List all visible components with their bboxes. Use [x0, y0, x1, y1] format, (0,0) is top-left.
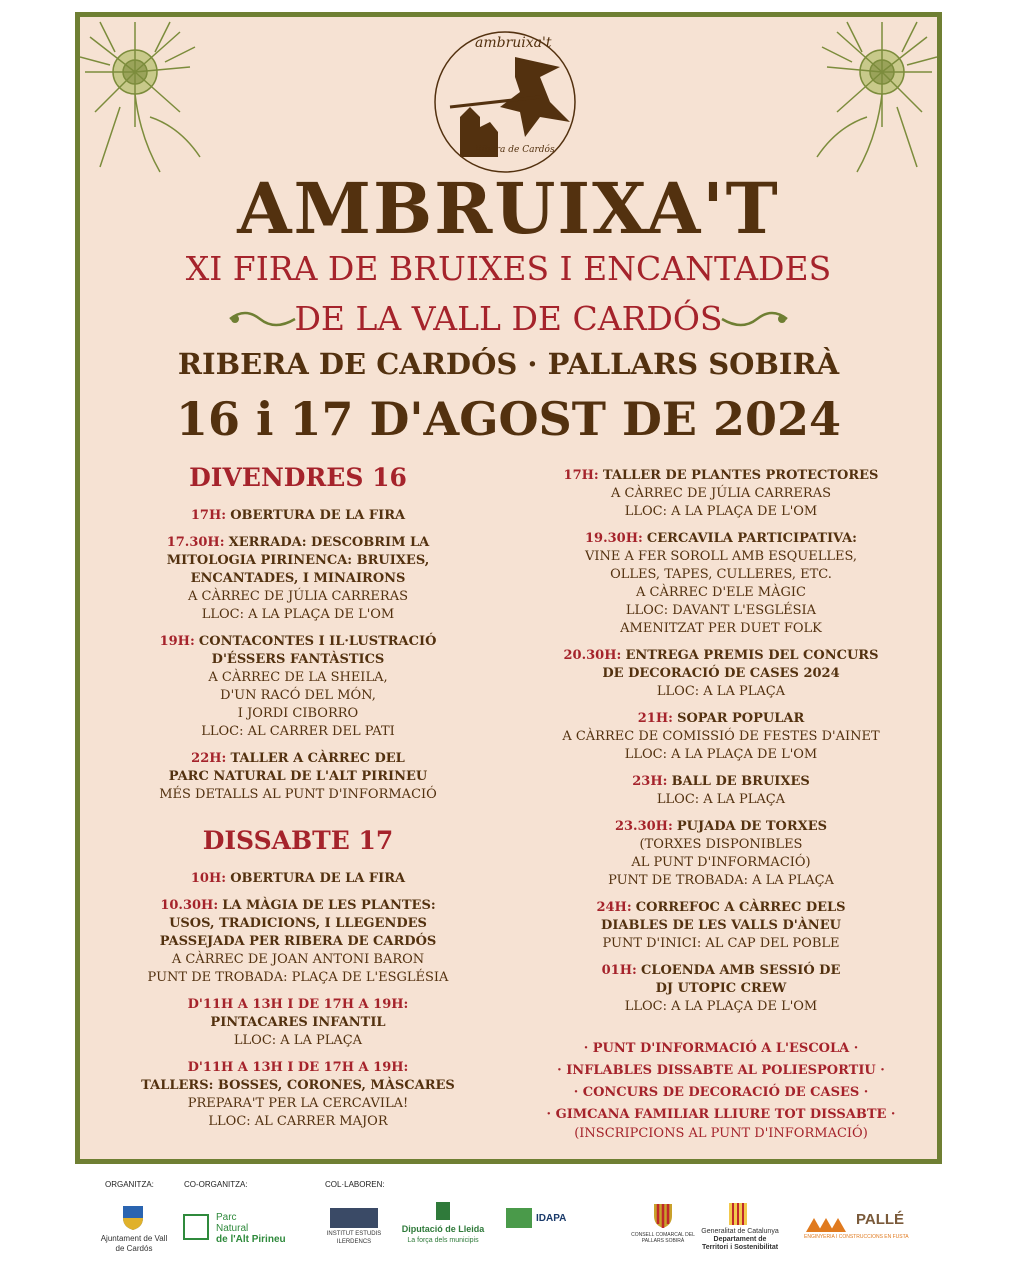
coorganitza-label: CO-ORGANITZA:: [184, 1180, 248, 1189]
subtitle-2: DE LA VALL DE CARDÓS: [294, 299, 723, 338]
list-item: 19H: CONTACONTES I IL·LUSTRACIÓ D'ÉSSERS FANTÀSTICS A CÀRREC DE LA SHEILA, D'UN RACÓ DEL MÓN, I JORDI CIBORRO LLOC: AL CARRER DEL PATI: [159, 634, 437, 739]
list-item: 17H: OBERTURA DE LA FIRA: [190, 508, 406, 523]
list-item: 23.30H: PUJADA DE TORXES (TORXES DISPONIBLES AL PUNT D'INFORMACIÓ) PUNT DE TROBADA: A LA PLAÇA: [608, 819, 834, 888]
poster: [75, 12, 942, 1164]
info-bullet: · PUNT D'INFORMACIÓ A L'ESCOLA ·: [583, 1041, 859, 1056]
thistle-left-icon: [80, 17, 230, 177]
friday-heading: DIVENDRES 16: [189, 463, 407, 492]
list-item: 22H: TALLER A CÀRREC DEL PARC NATURAL DE L'ALT PIRINEU MÉS DETALLS AL PUNT D'INFORMACIÓ: [159, 751, 437, 802]
poster-title: AMBRUIXA'T: [237, 167, 780, 250]
generalitat-label: Generalitat de Catalunya: [701, 1228, 779, 1235]
right-column: [526, 467, 916, 1143]
list-item: 24H: CORREFOC A CÀRREC DELS DIABLES DE LES VALLS D'ÀNEU PUNT D'INICI: AL CAP DEL POBLE: [596, 900, 846, 951]
list-item: 01H: CLOENDA AMB SESSIÓ DE DJ UTOPIC CREW LLOC: A LA PLAÇA DE L'OM: [601, 963, 841, 1014]
list-item: 10.30H: LA MÀGIA DE LES PLANTES: USOS, TRADICIONS, I LLEGENDES PASSEJADA PER RIBERA DE CARDÓS A CÀRREC DE JOAN ANTONI BARON PUNT DE TROBADA: PLAÇA DE L'ESGLÉSIA: [147, 898, 449, 985]
ajuntament-logo-label: Ajuntament de Vall de Cardós: [100, 1234, 168, 1253]
parc-label-3: de l'Alt Pirineu: [216, 1234, 286, 1245]
event-date: 16 i 17 D'AGOST DE 2024: [175, 392, 842, 446]
list-item: 20.30H: ENTREGA PREMIS DEL CONCURS DE DECORACIÓ DE CASES 2024 LLOC: A LA PLAÇA: [563, 648, 879, 699]
palle-logo-icon: [806, 1214, 854, 1232]
list-item: 10H: OBERTURA DE LA FIRA: [190, 871, 406, 886]
parc-label-1: Parc: [216, 1212, 237, 1223]
palle-sub-label: ENGINYERIA I CONSTRUCCIONS EN FUSTA: [804, 1234, 909, 1240]
parc-label-2: Natural: [216, 1223, 249, 1234]
list-item: 17H: TALLER DE PLANTES PROTECTORES A CÀRREC DE JÚLIA CARRERAS LLOC: A LA PLAÇA DE L'OM: [563, 468, 879, 519]
location-line: RIBERA DE CARDÓS · PALLARS SOBIRÀ: [177, 347, 840, 381]
consell-label: CONSELL COMARCAL DEL PALLARS SOBIRÀ: [631, 1232, 695, 1244]
info-bullet-note: (INSCRIPCIONS AL PUNT D'INFORMACIÓ): [574, 1126, 868, 1141]
thistle-right-icon: [787, 17, 937, 177]
ajuntament-shield-icon: [120, 1203, 146, 1231]
parc-natural-logo-icon: [183, 1214, 209, 1240]
consell-shield-icon: [652, 1202, 674, 1230]
generalitat-dept-label: Departament de Territori i Sostenibilitat: [701, 1236, 779, 1251]
sponsor-footer: [0, 1170, 1024, 1280]
list-item: 19.30H: CERCAVILA PARTICIPATIVA: VINE A FER SOROLL AMB ESQUELLES, OLLES, TAPES, CULLERES, ETC. A CÀRREC D'ELE MÀGIC LLOC: DAVANT L'ESGLÉSIA AMENITZAT PER DUET FOLK: [584, 531, 858, 636]
generalitat-shield-icon: [728, 1202, 748, 1226]
left-column: [103, 457, 493, 1140]
flourish-right-icon: [712, 307, 792, 331]
collaboren-label: COL·LABOREN:: [325, 1180, 385, 1189]
palle-label: PALLÉ: [856, 1211, 905, 1228]
diputacio-sub-label: La força dels municipis: [407, 1237, 479, 1244]
saturday-heading: DISSABTE 17: [202, 826, 394, 855]
list-item: 17.30H: XERRADA: DESCOBRIM LA MITOLOGIA PIRINENCA: BRUIXES, ENCANTADES, I MINAIRONS A CÀRREC DE JÚLIA CARRERAS LLOC: A LA PLAÇA DE L'OM: [166, 535, 430, 622]
info-bullet: · GIMCANA FAMILIAR LLIURE TOT DISSABTE ·: [546, 1107, 896, 1122]
logo-subtext: Ribera de Cardós: [475, 145, 555, 155]
logo-text: ambruixa't: [475, 35, 552, 51]
idapa-label: IDAPA: [536, 1213, 567, 1224]
diputacio-label: Diputació de Lleida: [401, 1224, 485, 1234]
list-item: D'11H A 13H I DE 17H A 19H: TALLERS: BOSSES, CORONES, MÀSCARES PREPARA'T PER LA CERCAVILA! LLOC: AL CARRER MAJOR: [141, 1060, 455, 1129]
info-bullet: · INFLABLES DISSABTE AL POLIESPORTIU ·: [557, 1063, 885, 1078]
diputacio-shield-icon: [436, 1202, 450, 1220]
idapa-logo-icon: [506, 1208, 532, 1228]
iei-logo-icon: [330, 1208, 378, 1228]
subtitle-1: XI FIRA DE BRUIXES I ENCANTADES: [185, 249, 832, 288]
organitza-label: ORGANITZA:: [105, 1180, 154, 1189]
list-item: D'11H A 13H I DE 17H A 19H: PINTACARES INFANTIL LLOC: A LA PLAÇA: [187, 997, 409, 1048]
iei-label: INSTITUT ESTUDIS ILERDENCS: [326, 1231, 382, 1245]
list-item: 23H: BALL DE BRUIXES LLOC: A LA PLAÇA: [632, 774, 810, 807]
info-bullet: · CONCURS DE DECORACIÓ DE CASES ·: [573, 1085, 869, 1100]
list-item: 21H: SOPAR POPULAR A CÀRREC DE COMISSIÓ DE FESTES D'AINET LLOC: A LA PLAÇA DE L'OM: [562, 711, 880, 762]
